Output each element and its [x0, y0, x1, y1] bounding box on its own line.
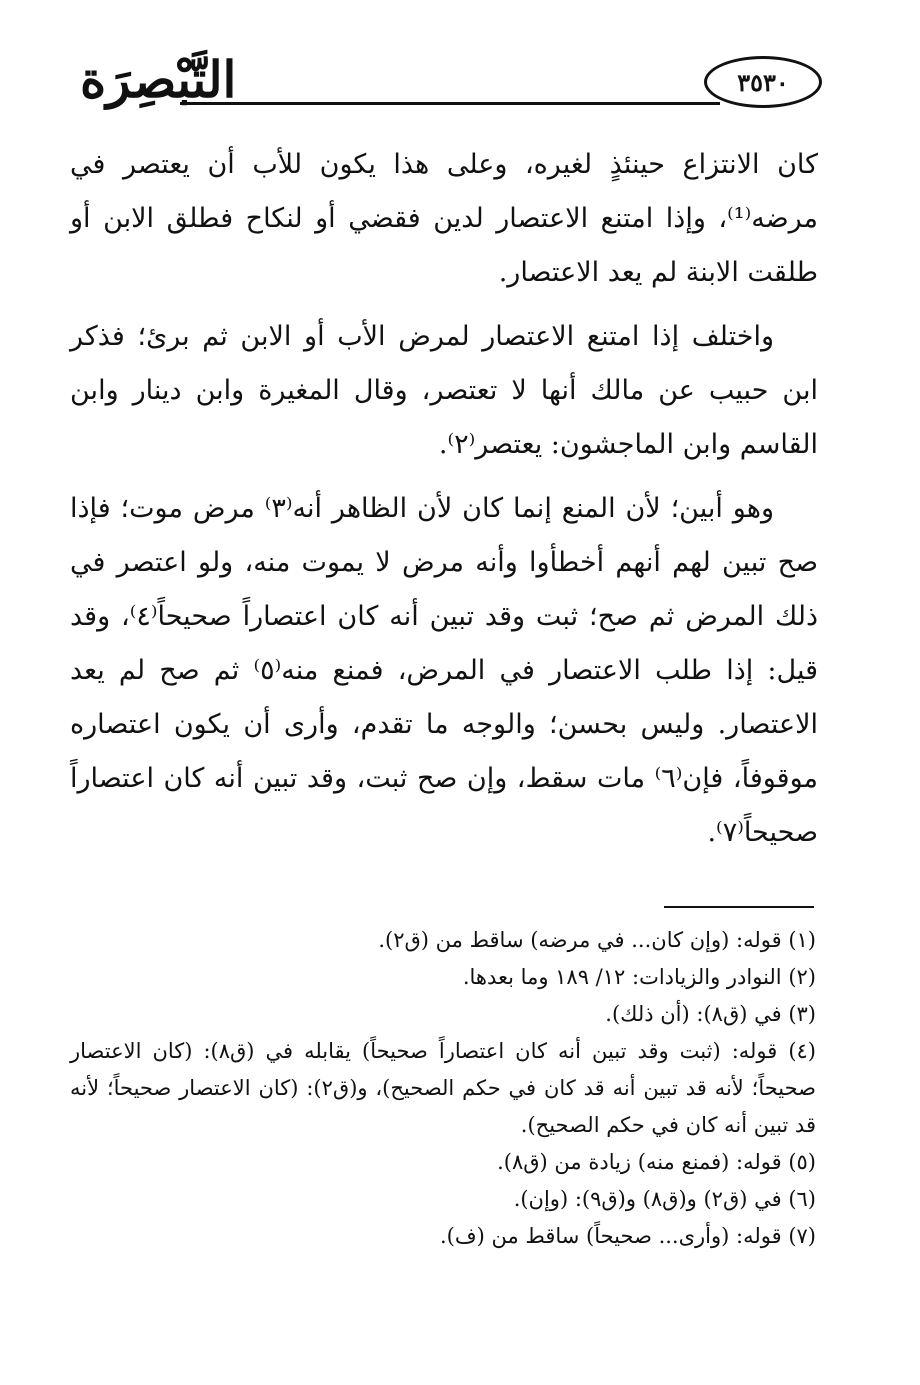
footnote: (١) قوله: (وإن كان... في مرضه) ساقط من (ق٢).: [378, 928, 816, 952]
main-text: [70, 138, 818, 870]
footnote: (٢) النوادر والزيادات: ١٢/ ١٨٩ وما بعدها.: [462, 965, 816, 989]
paragraph: واختلف إذا امتنع الاعتصار لمرض الأب أو الابن ثم برئ؛ فذكر ابن حبيب عن مالك أنها لا تعتصر، وقال المغيرة وابن دينار وابن القاسم وابن الماجشون: يعتصر⁽٢⁾.: [70, 321, 818, 460]
header-rule: [180, 102, 720, 105]
footnotes: [70, 922, 816, 1255]
page-header: [70, 46, 830, 116]
footnote: (٥) قوله: (فمنع منه) زيادة من (ق٨).: [497, 1150, 816, 1174]
footnote: (٤) قوله: (ثبت وقد تبين أنه كان اعتصاراً صحيحاً) يقابله في (ق٨): (كان الاعتصار صحيحاً؛ لأنه قد تبين أنه قد كان في حكم الصحيح)، و(ق٢): (كان الاعتصار صحيحاً؛ لأنه قد تبين أنه كان في حكم الصحيح).: [70, 1039, 816, 1137]
footnote: (٣) في (ق٨): (أن ذلك).: [605, 1002, 816, 1026]
page-number: ٣٥٣٠: [704, 56, 822, 108]
footnote-separator: [664, 906, 814, 908]
paragraph: وهو أبين؛ لأن المنع إنما كان لأن الظاهر أنه⁽٣⁾ مرض موت؛ فإذا صح تبين لهم أنهم أخطأوا وأنه مرض لا يموت منه، ولو اعتصر في ذلك المرض ثم صح؛ ثبت وقد تبين أنه كان اعتصاراً صحيحاً⁽٤⁾، وقد قيل: إذا طلب الاعتصار في المرض، فمنع منه⁽٥⁾ ثم صح لم يعد الاعتصار. وليس بحسن؛ والوجه ما تقدم، وأرى أن يكون اعتصاره موقوفاً، فإن⁽٦⁾ مات سقط، وإن صح ثبت، وقد تبين أنه كان اعتصاراً صحيحاً⁽٧⁾.: [70, 493, 818, 848]
paragraph: كان الانتزاع حينئذٍ لغيره، وعلى هذا يكون للأب أن يعتصر في مرضه⁽¹⁾، وإذا امتنع الاعتصار لدين فقضي أو لنكاح فطلق الابن أو طلقت الابنة لم يعد الاعتصار.: [70, 149, 818, 288]
footnote: (٦) في (ق٢) و(ق٨) و(ق٩): (وإن).: [513, 1187, 816, 1211]
book-title: التَّبْصِرَة: [80, 50, 237, 109]
footnote: (٧) قوله: (وأرى... صحيحاً) ساقط من (ف).: [439, 1224, 816, 1248]
